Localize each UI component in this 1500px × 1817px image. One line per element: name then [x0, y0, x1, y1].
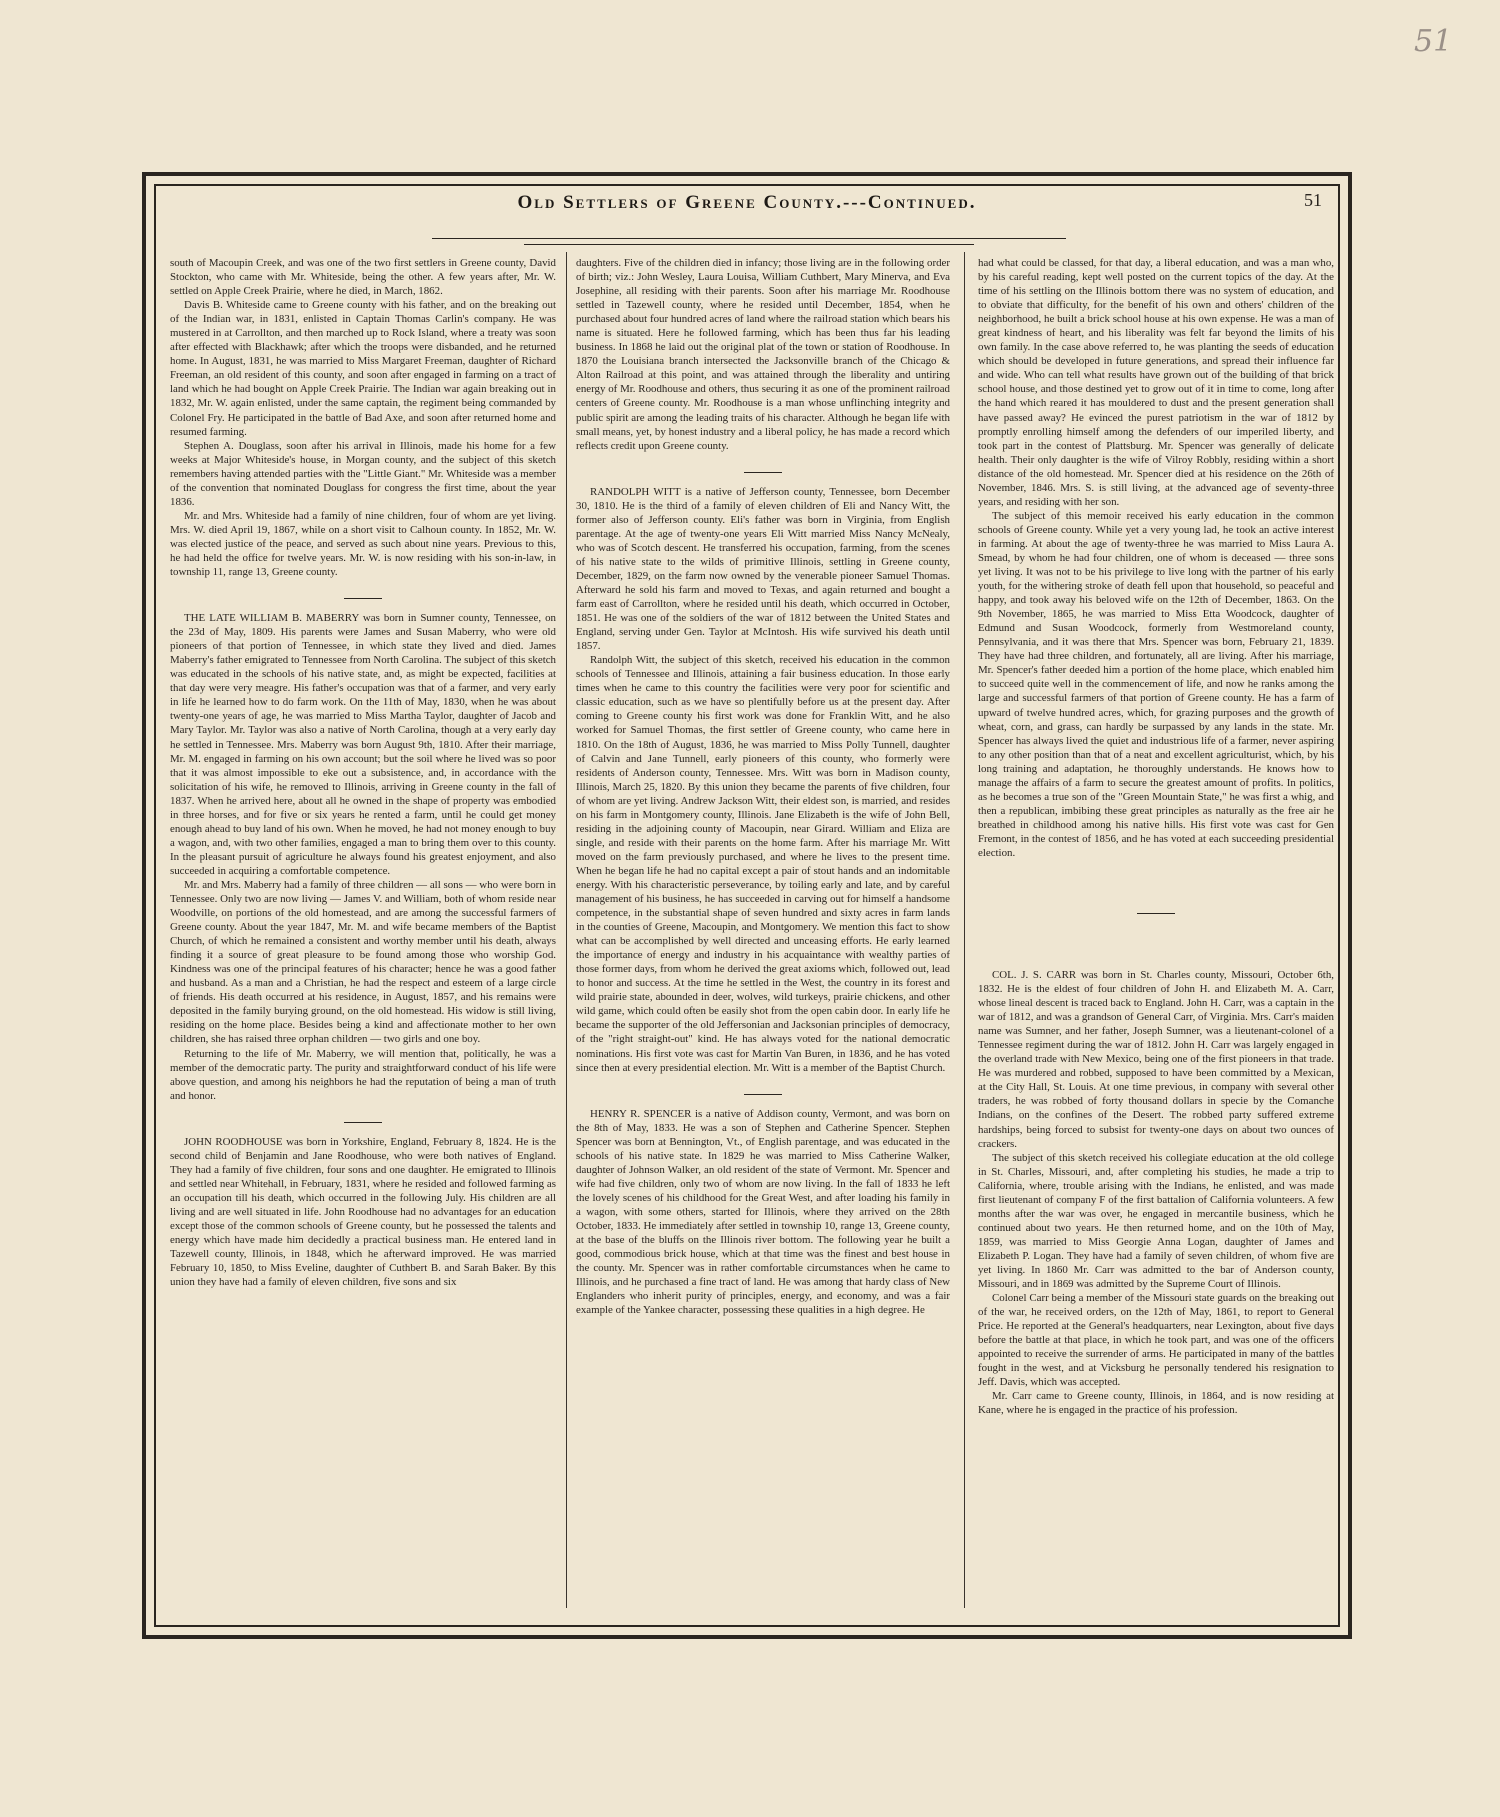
paragraph: The subject of this sketch received his collegiate education at the old college in St. Charles, Missouri, and, after completing his studies, he made a trip to California, where, trouble arising with the Indians, he enlisted, and was made first lieutenant of company F of the first battalion of California volunteers. A few months after the war was over, he engaged in mercantile business, which he continued about two years. He then returned home, and on the 10th of May, 1859, was married to Miss Georgie Anna Logan, daughter of James and Elizabeth P. Logan. They have had a family of seven children, of whom five are yet living. In 1860 Mr. Carr was admitted to the bar of Anderson county, Missouri, and in 1869 was admitted by the Supreme Court of Illinois. [978, 1151, 1334, 1291]
column-divider-1 [566, 252, 567, 1608]
section-separator [344, 598, 382, 599]
column-3 [978, 256, 1334, 1606]
column-2 [576, 256, 950, 1606]
paragraph-maberry: THE LATE WILLIAM B. MABERRY was born in Sumner county, Tennessee, on the 23d of May, 1809. His parents were James and Susan Maberry, who were old pioneers of that portion of Tennessee, in which state they lived and died. James Maberry's father emigrated to Tennessee from North Carolina. The subject of this sketch was educated in the schools of his native state, and, as might be expected, facilities at that day were very meagre. His father's occupation was that of a farmer, and very early in life he learned how to do farm work. On the 11th of May, 1830, when he was about twenty-one years of age, he was married to Miss Martha Taylor, daughter of Jacob and Mary Taylor. Mr. Taylor was also a native of North Carolina, though at a very early day he settled in Tennessee. Mrs. Maberry was born August 9th, 1810. After their marriage, Mr. M. engaged in farming on his own account; but the soil where he lived was so poor that it was almost impossible to eke out a subsistence, and, in accordance with the solicitation of his wife, he removed to Illinois, arriving in Greene county in the fall of 1837. When he arrived here, about all he owned in the shape of property was embodied in three horses, and for five or six years he rented a farm, until he could get money enough ahead to buy land of his own. When he moved, he had not money enough to buy a wagon, and, with two other families, engaged a man to bring them over to this county. In the pleasant pursuit of agriculture he always found his greatest enjoyment, and also succeeded in acquiring a comfortable competence. [170, 612, 556, 877]
paragraph: Mr. and Mrs. Maberry had a family of three children — all sons — who were born in Tennessee. Only two are now living — James V. and William, both of whom reside near Woodville, on portions of the old homestead, and are among the successful farmers of Greene county. About the year 1847, Mr. M. and wife became members of the Baptist Church, of which he remained a consistent and worthy member until his death, always finding it a source of great pleasure to be found among those who worship God. Kindness was one of the principal features of his character; hence he was a good father and husband. As a man and a Christian, he had the respect and esteem of a large circle of friends. His death occurred at his residence, in August, 1857, and his remains were deposited in the family burying ground, on the old homestead. His widow is still living, residing on the home place. Besides being a kind and affectionate mother to her own children, she has raised three orphan children — two girls and one boy. [170, 878, 556, 1046]
header-rule-short [524, 244, 974, 245]
section-separator [744, 1094, 782, 1095]
paragraph: daughters. Five of the children died in infancy; those living are in the following order of birth; viz.: John Wesley, Laura Louisa, William Cuthbert, Mary Minerva, and Eva Josephine, all residing with their parents. Soon after his marriage Mr. Roodhouse settled in Tazewell county, where he resided until December, 1854, when he purchased about four hundred acres of land where the railroad station which bears his name is situated. Here he followed farming, which has been thus far his leading business. In 1868 he laid out the original plat of the town or station of Roodhouse. In 1870 the Louisiana branch intersected the Jacksonville branch of the Chicago & Alton Railroad at this point, and was attained through the liberality and untiring energy of Mr. Roodhouse and others, thus securing it as one of the prominent railroad centers of Greene county. Mr. Roodhouse is a man whose unflinching integrity and public spirit are among the leading traits of his character. Although he began life with small means, yet, by honest industry and a liberal policy, he has made a record which reflects credit upon Greene county. [576, 257, 950, 452]
paragraph: The subject of this memoir received his early education in the common schools of Greene county. While yet a very young lad, he took an active interest in farming. At about the age of twenty-three he was married to Miss Laura A. Smead, by whom he had four children, one of whom is deceased — three sons yet living. It was not to be his privilege to live long with the partner of his early youth, for the withering stroke of death fell upon that household, so peaceful and happy, and took away his beloved wife on the 12th of December, 1863. On the 9th November, 1865, he was married to Miss Etta Woodcock, daughter of Edmund and Susan Woodcock, formerly from Westmoreland county, Pennsylvania, and it was there that Mrs. Spencer was born, February 21, 1839. They have had three children, and fortunately, all are living. After his marriage, Mr. Spencer's father deeded him a portion of the home place, which enabled him to succeed quite well in the commencement of life, and now he ranks among the large and successful farmers of that portion of Greene county. He has a farm of upward of twelve hundred acres, which, for grazing purposes and the growth of wheat, corn, and grass, can hardly be surpassed by any lands in the state. Mr. Spencer has always lived the quiet and industrious life of a farmer, never aspiring to any other position than that of a neat and excellent agriculturist, which, by his long training and adaptation, he thoroughly understands. He knows how to manage the affairs of a farm to secure the greatest amount of profits. In politics, as he becomes a true son of the "Green Mountain State," he was first a whig, and then a republican, imbibing these great principles as naturally as the free air he breathed in childhood among his native hills. His first vote was cast for Gen Fremont, in the contest of 1856, and he has voted at each succeeding presidential election. [978, 509, 1334, 859]
page-number: 51 [1304, 190, 1322, 210]
paragraph: Colonel Carr being a member of the Missouri state guards on the breaking out of the war, he received orders, on the 12th of May, 1861, to report to General Price. He reported at the General's headquarters, near Lexington, about five days before the battle at that place, in which he took part, and was one of the officers appointed to receive the surrender of arms. He participated in many of the battles fought in the west, and at Vicksburg he personally tendered his resignation to Jeff. Davis, which was accepted. [978, 1292, 1334, 1389]
paragraph: Davis B. Whiteside came to Greene county with his father, and on the breaking out of the Indian war, in 1831, enlisted in Captain Thomas Carlin's company. He was mustered in at Carrollton, and then marched up to Rock Island, where a treaty was soon after effected with Blackhawk; after which the troops were disbanded, and he returned home. In August, 1831, he was married to Miss Margaret Freeman, daughter of Richard Freeman, an old resident of this county, and soon after engaged in farming on a tract of land which he had bought on Apple Creek Prairie. The Indian war again breaking out in 1832, Mr. W. again enlisted, under the same captain, the regiment being commanded by Colonel Fry. He participated in the battle of Bad Axe, and soon after returned home and resumed farming. [170, 299, 556, 438]
header-rule [432, 238, 1066, 239]
paragraph: Returning to the life of Mr. Maberry, we will mention that, politically, he was a member of the democratic party. The purity and straightforward conduct of his life were above question, and among his neighbors he had the reputation of being a man of truth and honor. [170, 1047, 556, 1102]
paragraph-roodhouse: JOHN ROODHOUSE was born in Yorkshire, England, February 8, 1824. He is the second child of Benjamin and Jane Roodhouse, who were both natives of England. They had a family of five children, four sons and one daughter. He emigrated to Illinois and settled near Whitehall, in February, 1831, where he resided and followed farming as an occupation till his death, which occurred in the following July. His children are all living and are well situated in life. John Roodhouse had no advantages for an education except those of the common schools of Greene county, but he possessed the talents and energy which have made him decidedly a practical business man. He entered land in Tazewell county, Illinois, in 1848, which he afterward improved. He was married February 10, 1850, to Miss Eveline, daughter of Cuthbert B. and Sarah Baker. By this union they have had a family of eleven children, five sons and six [170, 1135, 556, 1289]
page-title: Old Settlers of Greene County.---Continued. [517, 192, 977, 213]
paragraph-carr: COL. J. S. CARR was born in St. Charles county, Missouri, October 6th, 1832. He is the eldest of four children of John H. and Elizabeth M. A. Carr, whose lineal descent is traced back to England. John H. Carr, was a captain in the war of 1812, and was a grandson of General Carr, of Virginia. Mrs. Carr's maiden name was Sumner, and her father, Joseph Sumner, was a lieutenant-colonel of a Tennessee regiment during the war of 1812. John H. Carr was largely engaged in the overland trade with New Mexico, being one of the first pioneers in that trade. He was murdered and robbed, supposed to have been committed by a Mexican, at the City Hall, St. Louis. At one time previous, in company with several other traders, he was robbed of forty thousand dollars in specie by the Comanche Indians, on the confines of the Desert. The robbed party suffered extreme hardships, being forced to subsist for twenty-one days on about two ounces of crackers. [978, 969, 1334, 1150]
section-separator [1137, 913, 1175, 914]
paragraph-spencer: HENRY R. SPENCER is a native of Addison county, Vermont, and was born on the 8th of May, 1833. He was a son of Stephen and Catherine Spencer. Stephen Spencer was born at Bennington, Vt., of English parentage, and was educated in the schools of his native state. In 1829 he was married to Miss Catherine Walker, daughter of Johnson Walker, an old resident of the state of Vermont. Mr. Spencer and wife had five children, only two of whom are now living. In the fall of 1833 he left the lovely scenes of his childhood for the Great West, and after loading his family in a wagon, with some others, started for Illinois, where they arrived on the 28th October, 1833. He immediately after settled in township 10, range 13, Greene county, at the base of the bluffs on the Illinois river bottom. The following year he built a good, commodious brick house, which at that time was the finest and best house in the county. Mr. Spencer was in rather comfortable circumstances when he came to Illinois, and he purchased a fine tract of land. He was among that hardy class of New Englanders who inherit purity of principles, energy, and economy, and was a fair example of the Yankee character, possessing these qualities in a high degree. He [576, 1107, 950, 1317]
paragraph: south of Macoupin Creek, and was one of the two first settlers in Greene county, David Stockton, who came with Mr. Whiteside, being the other. A few years after, Mr. W. settled on Apple Creek Prairie, where he died, in March, 1862. [170, 257, 556, 298]
paragraph-witt: RANDOLPH WITT is a native of Jefferson county, Tennessee, born December 30, 1810. He is the third of a family of eleven children of Eli and Nancy Witt, the former also of Jefferson county. Eli's father was born in Virginia, from English parentage. At the age of twenty-one years Eli Witt married Miss Nancy McNealy, who was of Scotch descent. He transferred his occupation, farming, from the scenes of his native state to the wilds of primitive Illinois, settling in Greene county, December, 1829, on the farm now owned by the venerable pioneer Samuel Thomas. Afterward he sold his farm and moved to Texas, and again returned and bought a farm east of Carrollton, where he resided until his death, which occurred in October, 1851. He was one of the soldiers of the war of 1812 between the United States and England, serving under Gen. Taylor at McIntosh. His wife survived his death until 1857. [576, 485, 950, 653]
column-divider-2 [964, 252, 965, 1608]
paragraph: Stephen A. Douglass, soon after his arrival in Illinois, made his home for a few weeks at Major Whiteside's house, in Morgan county, and the subject of this sketch remembers having attended parties with the "Little Giant." Mr. Whiteside was a member of the convention that nominated Douglass for congress the first time, about the year 1836. [170, 439, 556, 508]
column-1 [170, 256, 556, 1606]
section-separator [744, 472, 782, 473]
paragraph: Randolph Witt, the subject of this sketch, received his education in the common schools of Tennessee and Illinois, attaining a fair business education. In those early times when he came to this country the facilities were very poor for scientific and classic education, such as we have so plentifully before us at the present day. After coming to Greene county his first work was done for Franklin Witt, and he also worked for Samuel Thomas, the first settler of Greene county, who came here in 1810. On the 18th of August, 1836, he was married to Miss Polly Tunnell, daughter of Calvin and Jane Tunnell, early pioneers of this county, who formerly were residents of Anderson county, Tennessee. Mrs. Witt was born in Madison county, Illinois, March 25, 1820. By this union they became the parents of five children, four of whom are yet living. Andrew Jackson Witt, their eldest son, is married, and resides on his farm in Montgomery county, Illinois. Jane Elizabeth is the wife of John Bell, residing in the adjoining county of Macoupin, near Girard. William and Eliza are single, and reside with their parents on the home farm. After his marriage Mr. Witt moved on the farm previously purchased, and where he lives to the present time. When he began life he had no capital except a pair of stout hands and an indomitable energy. With his characteristic perseverance, by toiling early and late, and by careful management of his business, he has succeeded in carving out for himself a handsome competence, in the substantial shape of seven hundred and sixty acres in farm lands in the counties of Greene, Macoupin, and Montgomery. We mention this fact to show what can be accomplished by well directed and unceasing efforts. He early learned the importance of energy and industry in his acquaintance with wealthy parties of those former days, from whom he derived the great axioms which, followed out, lead to honor and success. At the time he settled in the West, the country in its forest and wild prairie state, abounded in deer, wolves, wild turkeys, prairie chickens, and other wild game, which could often be easily shot from the open cabin door. In early life he became the supporter of the old Jeffersonian and Jacksonian principles of democracy, of the "right straight-out" kind. He has always voted for the national democratic nominations. His first vote was cast for Martin Van Buren, in 1836, and he has voted since then at every presidential election. Mr. Witt is a member of the Baptist Church. [576, 654, 950, 1074]
section-separator [344, 1122, 382, 1123]
paragraph: Mr. Carr came to Greene county, Illinois, in 1864, and is now residing at Kane, where he is engaged in the practice of his profession. [978, 1390, 1334, 1417]
page-header [164, 188, 1330, 222]
paragraph: had what could be classed, for that day, a liberal education, and was a man who, by his careful reading, kept well posted on the current topics of the day. At the time of his settling on the Illinois bottom there was no system of education, and to obviate that difficulty, for the benefit of his own and others' children of the neighborhood, he built a brick school house at his own expense. He was a man of great kindness of heart, and his liberality was felt far beyond the limits of his own family. In the case above referred to, he was planting the seeds of education which should be developed in future generations, and spread their influence far and wide. Who can tell what results have grown out of the building of that brick school house, and those destined yet to grow out of it in time to come, long after the hand which reared it has mouldered to dust and the present generation shall have passed away? He evinced the purest patriotism in the war of 1812 by promptly enrolling himself among the defenders of our imperiled liberty, and took part in the contest of Plattsburg. Mr. Spencer was generally of delicate health. Their only daughter is the wife of Vilroy Robbly, residing within a short distance of the old homestead. Mr. Spencer died at his residence on the 26th of November, 1846. Mrs. S. is still living, at the advanced age of seventy-three years, and residing with her son. [978, 257, 1334, 508]
paragraph: Mr. and Mrs. Whiteside had a family of nine children, four of whom are yet living. Mrs. W. died April 19, 1867, while on a short visit to Calhoun county. In 1852, Mr. W. was elected justice of the peace, and served as such about nine years. Previous to this, he had held the office for twelve years. Mr. W. is now residing with his son-in-law, in township 11, range 13, Greene county. [170, 509, 556, 579]
pencil-page-marker: 51 [1414, 24, 1453, 59]
